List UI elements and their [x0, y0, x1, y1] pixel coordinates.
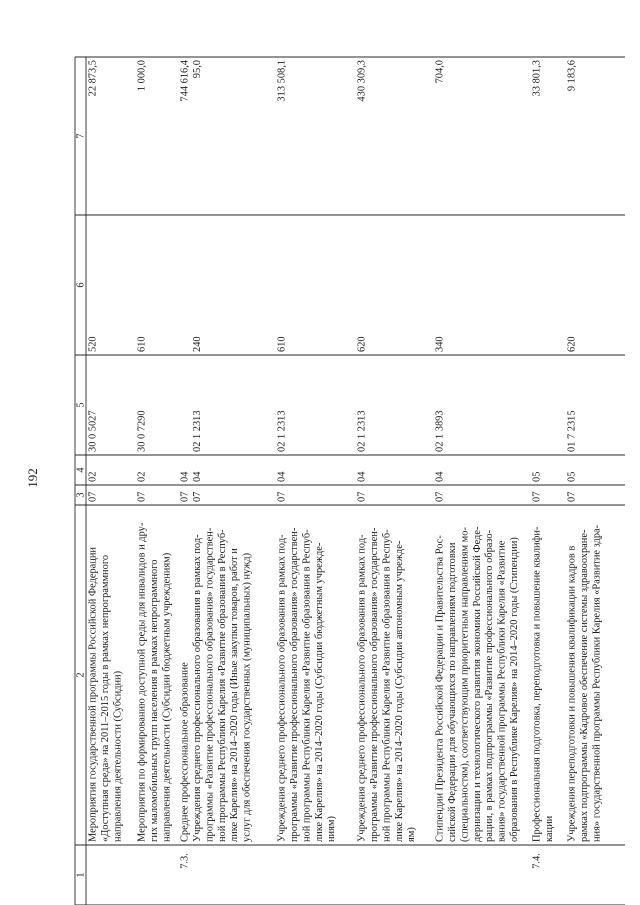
- cell-amount: 9 183,6: [566, 60, 578, 92]
- row-name-line: Стипендии Президента Российской Федерации и Правительства Рос-: [434, 535, 446, 842]
- row-name-line: программы «Развитие профессионального образования» государствен-: [204, 527, 216, 842]
- cell-code: 02 1 2313: [276, 410, 288, 452]
- cell-code: 02 1 3893: [434, 410, 446, 452]
- cell-code: 02: [87, 471, 99, 482]
- cell-amount: 430 309,3: [356, 60, 368, 102]
- cell-code: 07: [566, 491, 578, 502]
- row-name-line: программы «Развитие профессионального образования» государствен-: [369, 527, 380, 842]
- row-name-line: Мероприятия по формированию доступной среды для инвалидов и дру-: [136, 522, 148, 842]
- cell-code: 07: [356, 491, 368, 502]
- row-name-line: ной программы Республики Карелия «Развитие образования в Респуб-: [381, 529, 393, 842]
- cell-code: 07: [276, 491, 288, 502]
- cell-code: 02: [136, 471, 148, 482]
- row-name-line: лике Карелия» на 2014–2020 годы (Субсидии бюджетным учрежде-: [313, 542, 325, 842]
- row-name-line: ной программы Республики Карелия «Развитие образования в Респуб-: [216, 529, 228, 842]
- row-name-line: ям): [406, 827, 418, 842]
- cell-code: 340: [434, 336, 446, 352]
- row-name-line: сийской Федерации для обучающихся по направлениям подготовки: [447, 542, 458, 842]
- cell-code: 610: [276, 336, 288, 352]
- cell-amount: 313 508,1: [276, 60, 288, 102]
- row-name-line: программы «Развитие профессионального образования» государствен-: [289, 527, 300, 842]
- column-header: 6: [75, 282, 87, 288]
- cell-code: 07: [87, 491, 99, 502]
- cell-code: 07: [531, 491, 543, 502]
- row-number: 7.3.: [179, 853, 191, 869]
- cell-code: 620: [566, 336, 578, 352]
- cell-code: 240: [192, 336, 203, 352]
- row-name-line: Учреждения среднего профессионального образования в рамках под-: [356, 534, 368, 842]
- row-name-line: услуг для обеспечения государственных (муниципальных) нужд): [241, 552, 253, 842]
- cell-code: 520: [87, 336, 99, 352]
- budget-table: [75, 57, 625, 905]
- row-name-line: направления деятельности (Субсидии): [112, 670, 124, 842]
- row-name-line: гих маломобильных групп населения в рамках непрограммного: [149, 559, 160, 842]
- cell-code: 610: [136, 336, 148, 352]
- row-name-line: Учреждения среднего профессионального образования в рамках под-: [276, 534, 288, 842]
- column-header: 2: [75, 672, 87, 678]
- column-header: 5: [75, 402, 87, 408]
- cell-code: 620: [356, 336, 368, 352]
- row-name-line: образования в Республике Карелия» на 2014–2020 годы (Стипендии): [509, 537, 520, 842]
- row-name-line: «Доступная среда» на 2011–2015 годы в рамках непрограммного: [100, 554, 111, 842]
- cell-code: 04: [276, 471, 288, 482]
- cell-code: 07: [136, 491, 148, 502]
- row-name-line: ниям): [326, 816, 338, 842]
- column-header: 3: [75, 492, 87, 498]
- row-name-line: кации: [544, 815, 555, 842]
- row-name-line: дернизации и технологического развития экономики Российской Феде-: [471, 526, 483, 842]
- row-name-line: Среднее профессиональное образование: [179, 662, 191, 842]
- cell-code: 04: [356, 471, 368, 482]
- row-name-line: направления деятельности (Субсидии бюджетным учреждениям): [161, 552, 173, 842]
- cell-code: 02 1 2313: [356, 410, 368, 452]
- row-name-line: лике Карелия» на 2014–2020 годы (Субсидии автономным учрежде-: [393, 540, 405, 842]
- row-name-line: рамках подпрограммы «Кадровое обеспечение системы здравоохране-: [579, 529, 590, 842]
- row-name-line: Учреждения переподготовки и повышения квалификации кадров в: [566, 545, 578, 842]
- cell-code: 04: [434, 471, 446, 482]
- row-name-line: Профессиональная подготовка, переподготовка и повышение квалифи-: [531, 526, 543, 842]
- row-number: 7.4.: [531, 853, 543, 869]
- row-name-line: лике Карелия» на 2014–2020 годы (Иные закупки товаров, работ и: [229, 548, 241, 842]
- cell-code: 07: [179, 491, 191, 502]
- row-name-line: вания» государственной программы Республики Карелия «Развитие: [496, 540, 508, 842]
- row-name-line: ной программы Республики Карелия «Развитие образования в Респуб-: [301, 529, 313, 842]
- cell-code: 01 7 2315: [566, 410, 578, 452]
- row-name-line: (специальностям), соответствующим приоритетным направлениям мо-: [459, 527, 471, 842]
- cell-amount: 704,0: [434, 60, 446, 84]
- column-header: 1: [75, 872, 87, 878]
- row-name-line: Мероприятия государственной программы Российской Федерации: [87, 547, 99, 842]
- cell-amount: 22 873,5: [87, 60, 99, 97]
- cell-code: 30 0 5027: [87, 410, 99, 452]
- row-name-line: рации, в рамках подпрограммы «Развитие профессионального образо-: [484, 529, 496, 842]
- column-header: 7: [75, 133, 87, 139]
- column-header: 4: [75, 467, 87, 473]
- cell-code: 07: [192, 491, 203, 502]
- cell-code: 05: [531, 471, 543, 482]
- page-number: 192: [25, 468, 40, 488]
- cell-code: 04: [179, 471, 191, 482]
- row-name-line: ния» государственной программы Республики Карелия «Развитие здра-: [591, 524, 603, 842]
- cell-code: 07: [434, 491, 446, 502]
- cell-code: 30 0 7290: [136, 410, 148, 452]
- cell-amount: 744 616,4: [179, 60, 191, 102]
- cell-amount: 33 801,3: [531, 60, 543, 97]
- cell-code: 02 1 2313: [192, 410, 203, 452]
- row-name-line: Учреждения среднего профессионального образования в рамках под-: [192, 534, 203, 842]
- cell-code: 04: [192, 471, 203, 482]
- cell-code: 05: [566, 471, 578, 482]
- cell-amount: 1 000,0: [136, 60, 148, 92]
- cell-amount: 95,0: [192, 60, 203, 79]
